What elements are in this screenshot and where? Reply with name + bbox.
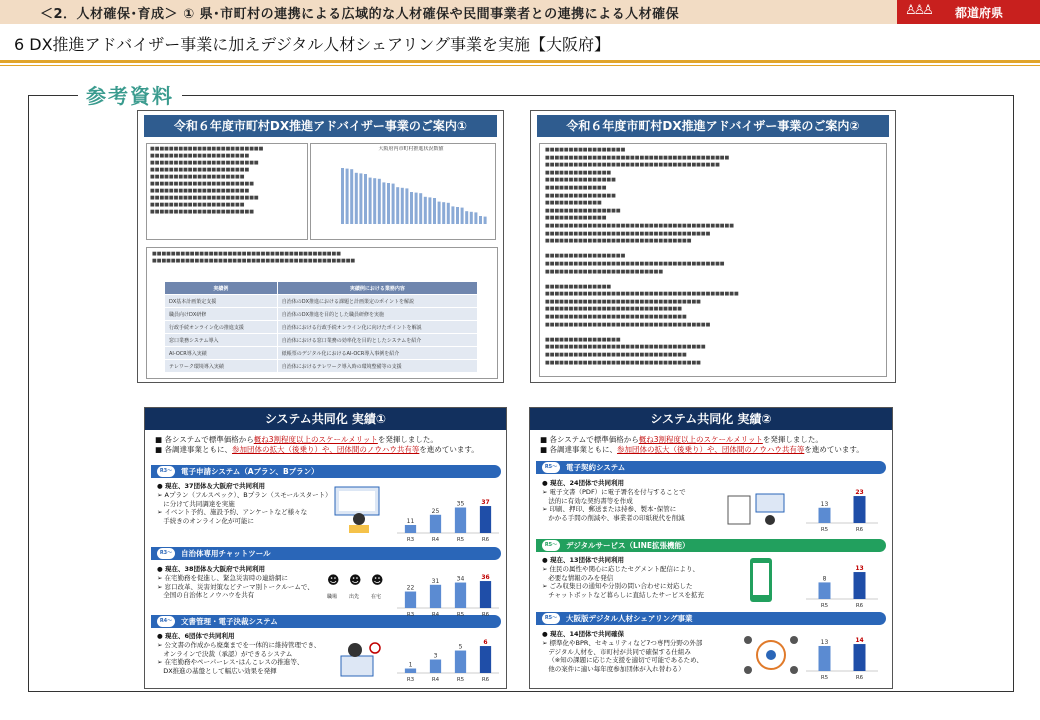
table-row: [165, 347, 478, 360]
bullet-text: オンラインで決裁（承認）ができるシステム: [163, 649, 293, 658]
intro-highlight: 参加団体の拡大（後乗り）や、団体間のノウハウ共有等: [231, 445, 420, 454]
intro-text-part: 各システムで標準価格から: [164, 435, 254, 444]
person-icon: ☻: [327, 573, 340, 587]
chart-bar: [819, 582, 831, 599]
category-tick-label: R6: [855, 675, 864, 681]
section-body: ● 現在、38団体＆大阪府で共同利用 ➢ 在宅勤務を促進し、緊急災害時の連絡網に ➢ 窓口改革、災害対策などテーマ別トークルームで、 全国の自治体とノウハウを共有: [157, 565, 314, 600]
section-title: 電子申請システム（Aプラン、Bプラン）: [181, 467, 319, 476]
system-sharing-panel-1: [144, 407, 507, 689]
intro-text-part: を発揮しました。: [377, 435, 438, 444]
section-bar: [536, 612, 886, 625]
table-cell: 自治体のDX推進における課題と計画策定のポイントを解説: [277, 295, 477, 308]
mini-chart-bar: [461, 208, 464, 224]
mini-chart-bar: [405, 188, 408, 224]
category-tick-label: R6: [481, 612, 490, 618]
page-subtitle: 6 DX推進アドバイザー事業に加えデジタル人材シェアリング事業を実施【大阪府】: [14, 35, 610, 54]
mini-chart-bar: [355, 173, 358, 224]
intro-text-part: 各調達事業ともに、: [164, 445, 232, 454]
table-cell: 窓口業務システム導入: [165, 334, 278, 347]
category-tick-label: R4: [431, 537, 440, 543]
chart-bar: [819, 646, 831, 671]
intro-text: ■ 各システムで標準価格から概ね3割程度以上のスケールメリットを発揮しました。 ■ 各調達事業ともに、参加団体の拡大（後乗り）や、団体間のノウハウ共有等を進めています。: [155, 435, 479, 454]
mini-chart-bar: [428, 197, 431, 224]
talent-sharing-diagram-icon: [740, 630, 802, 680]
section-title: 大阪版デジタル人材シェアリング事業: [566, 614, 693, 623]
mini-chart-bar: [382, 182, 385, 224]
mini-chart-bar: [419, 193, 422, 224]
mini-chart-bar: [346, 169, 349, 224]
year-tag: R3〜: [157, 466, 175, 477]
table-row: [165, 321, 478, 334]
contract-signing-icon: [726, 488, 786, 528]
person-icon: ☻: [371, 573, 384, 587]
bar-value-label: 31: [431, 577, 440, 585]
section-title: 自治体専用チャットツール: [181, 549, 271, 558]
chart-bar: [455, 508, 466, 533]
section-title: ＜2．人材確保･育成＞ ① 県･市町村の連携による広域的な人材確保や民間事業者との連携による人材確保: [40, 7, 680, 22]
category-tick-label: R5: [820, 603, 829, 609]
mini-chart-bar: [484, 217, 487, 224]
bullet-text: DX推進の基盤として幅広い効果を発揮: [163, 667, 277, 676]
intro-text-part: を進めています。: [804, 445, 864, 454]
mini-chart-bar: [364, 174, 367, 224]
mini-chart-bar: [396, 187, 399, 224]
table-cell: 自治体のDX推進を目的とした職員研修を実施: [277, 308, 477, 321]
bullet-text: 手続きのオンライン化が可能に: [163, 517, 255, 526]
bullet-text: 窓口改革、災害対策などテーマ別トークルームで、: [164, 582, 314, 591]
system-sharing-panel-2: [529, 407, 893, 689]
category-tick-label: R3: [406, 612, 415, 618]
status-text: 現在、14団体で共同確保: [549, 630, 624, 638]
mini-chart-bar: [424, 197, 427, 224]
bar-value-label: 13: [820, 500, 829, 508]
year-tag: R3〜: [157, 548, 175, 559]
bullet-text: 標準化やBPR、セキュリティなど7つ専門分野の外部: [549, 638, 703, 647]
mini-chart-bar: [410, 192, 413, 224]
divider: [0, 65, 1040, 66]
category-tick-label: R4: [431, 677, 440, 683]
bar-value-label: 8: [822, 575, 827, 583]
smartphone-icon: [748, 556, 774, 604]
bullet-text: ごみ収集日の通知や分別の問い合わせに対応した: [549, 582, 693, 591]
bullet-text: 他の案件に適い毎年度参加団体が入れ替わる）: [548, 665, 685, 674]
chart-bar: [455, 651, 466, 673]
section-title: 文書管理・電子決裁システム: [181, 617, 278, 626]
panel-title: システム共同化 実績②: [530, 408, 892, 430]
chart-bar: [405, 592, 416, 608]
person-icon: ☻: [349, 573, 362, 587]
participants-bar-chart: [802, 628, 882, 683]
year-tag: R5〜: [542, 613, 560, 624]
table-cell: DX基本計画策定支援: [165, 295, 278, 308]
bullet-text: 必要な情報のみを発信: [548, 573, 614, 582]
table-row: [165, 295, 478, 308]
year-tag: R5〜: [542, 462, 560, 473]
table-row: [165, 360, 478, 373]
section-bar: [536, 461, 886, 474]
chart-bar: [854, 572, 866, 599]
section-body: ● 現在、6団体で共同利用 ➢ 公文書の作成から廃棄までを一体的に維持管理でき、 オンラインで決裁（承認）ができるシステム ➢ 在宅勤務やペーパーレス･はんこレスの推進等、 DX推進の基盤として幅広い効果を発揮: [157, 632, 321, 676]
table-cell: 自治体における行政手続オンライン化に向けたポイントを解説: [277, 321, 477, 334]
body-text-placeholder: ■■■■■■■■■■■■■■■■■ ■■■■■■■■■■■■■■■■■■■■■■■■■■■■■■■■■■■■■■■ ■■■■■■■■■■■■■■■■■■■■■■■■■■■■■■■■■■■■■ ■■■■■■■■■■■■■■ ■■■■■■■■■■■■■■■ ■■■■■■■■■■■■■ ■■■■■■■■■■■■■■■ ■■■■■■■■■■■■ ■■■■■■■■■■■■■■■■ ■■■■■■■■■■■■■ ■■■■■■■■■■■■■■■■■■■■■■■■■■■■■■■■■■■■■■■■ ■■■■■■■■■■■■■■■■■■■■■■■■■■■■■■■■■■■ ■■■■■■■■■■■■■■■■■■■■■■■■■■■■■■■ ■■■■■■■■■■■■■■■■■ ■■■■■■■■■■■■■■■■■■■■■■■■■■■■■■■■■■■■■■ ■■■■■■■■■■■■■■■■■■■■■■■■■ ■■■■■■■■■■■■■■ ■■■■■■■■■■■■■■■■■■■■■■■■■■■■■■■■■■■■■■■■■ ■■■■■■■■■■■■■■■■■■■■■■■■■■■■■■■■■ ■■■■■■■■■■■■■■■■■■■■■■■■■■■■■ ■■■■■■■■■■■■■■■■■■■■■■■■■■■■■■ ■■■■■■■■■■■■■■■■■■■■■■■■■■■■■■■■■■■ ■■■■■■■■■■■■■■■■ ■■■■■■■■■■■■■■■■■■■■■■■■■■■■■■■■■■ ■■■■■■■■■■■■■■■■■■■■■■■■■■■■■■ ■■■■■■■■■■■■■■■■■■■■■■■■■■■■■■■■■: [545, 147, 739, 366]
bullet-text: 公文書の作成から廃棄までを一体的に維持管理でき、: [164, 640, 321, 649]
bullet-text: 全国の自治体とノウハウを共有: [163, 591, 255, 600]
bullet-text: イベント予約、施設予約、アンケートなど様々な: [164, 508, 308, 517]
section-body: ● 現在、37団体＆大阪府で共同利用 ➢ Aプラン（フルスペック）、Bプラン（スモールスタート） に分けて共同調達を実施 ➢ イベント予約、施設予約、アンケートなど様々な 手続きのオンライン化が可能に: [157, 482, 332, 526]
chart-bar: [854, 644, 866, 671]
year-tag: R4〜: [157, 616, 175, 627]
status-text: 現在、37団体＆大阪府で共同利用: [164, 482, 265, 490]
icon-label: 出先: [349, 594, 360, 600]
bullet-text: 在宅勤務やペーパーレス･はんこレスの推進等、: [164, 658, 304, 667]
bullet-text: デジタル人材を、市町村が共同で確保する仕組み: [548, 647, 691, 656]
category-tick-label: R5: [456, 677, 465, 683]
table-cell: テレワーク環境導入実績: [165, 360, 278, 373]
chart-bar: [430, 585, 441, 608]
bar-value-label: 35: [456, 500, 465, 508]
mini-chart-bar: [378, 179, 381, 224]
chart-bar: [430, 515, 441, 533]
bullet-text: 電子文書（PDF）に電子署名を付与することで: [549, 487, 686, 496]
mini-chart-bar: [474, 212, 477, 224]
table-cell: 行政手続オンライン化の推進支援: [165, 321, 278, 334]
section-body: ● 現在、14団体で共同確保 ➢ 標準化やBPR、セキュリティなど7つ専門分野の外部 デジタル人材を、市町村が共同で確保する仕組み （※知の課題に応じた支援を適切で可能であるため、 他の案件に適い毎年度参加団体が入れ替わる）: [542, 630, 703, 674]
category-tick-label: R5: [820, 675, 829, 681]
section-body: ● 現在、24団体で共同利用 ➢ 電子文書（PDF）に電子署名を付与することで 法的に有効な契約書等を作成 ➢ 印刷、押印、郵送または持参、製本･保管に かかる手間の削減や、事業者の印紙税代を削減: [542, 479, 686, 523]
table-cell: 自治体における窓口業務の効率化を目的としたシステムを紹介: [277, 334, 477, 347]
bullet-text: （※知の課題に応じた支援を適切で可能であるため、: [548, 656, 703, 665]
section-bar: [151, 547, 501, 560]
bar-value-label: 13: [855, 565, 864, 573]
bullet-text: Aプラン（フルスペック）、Bプラン（スモールスタート）: [164, 490, 332, 499]
bar-value-label: 23: [855, 489, 864, 497]
category-tick-label: R3: [406, 677, 415, 683]
intro-text: ■ 各システムで標準価格から概ね3割程度以上のスケールメリットを発揮しました。 ■ 各調達事業ともに、参加団体の拡大（後乗り）や、団体間のノウハウ共有等を進めています。: [540, 435, 864, 454]
status-text: 現在、24団体で共同利用: [549, 479, 624, 487]
bar-value-label: 25: [431, 507, 440, 515]
user-at-computer-icon: [333, 483, 385, 533]
table-cell: 自治体におけるテレワーク導入時の環境整備等の支援: [277, 360, 477, 373]
participants-bar-chart: [393, 490, 503, 545]
category-tick-label: R6: [481, 677, 490, 683]
table-header: 実績例における業務内容: [277, 282, 477, 295]
mini-chart-bar: [479, 216, 482, 224]
mini-chart-bar: [392, 184, 395, 224]
category-tick-label: R5: [456, 612, 465, 618]
category-tick-label: R3: [406, 537, 415, 543]
reference-label: 参考資料: [78, 80, 182, 109]
chart-bar: [455, 583, 466, 608]
bar-value-label: 36: [481, 574, 490, 582]
approval-icon: [337, 640, 383, 678]
bar-value-label: 22: [406, 584, 415, 592]
advisor-guide-panel-2: [530, 110, 896, 383]
mini-chart-bar: [456, 207, 459, 224]
intro-text-part: を進めています。: [419, 445, 479, 454]
table-cell: 職員向けDX研修: [165, 308, 278, 321]
mini-chart-bar: [401, 188, 404, 224]
intro-highlight: 概ね3割程度以上のスケールメリット: [638, 435, 763, 444]
intro-text-part: を発揮しました。: [762, 435, 823, 444]
bullet-text: 印刷、押印、郵送または持参、製本･保管に: [549, 505, 677, 514]
mini-chart-bar: [369, 178, 372, 224]
table-header-row: [165, 282, 478, 295]
mini-chart-bar: [433, 198, 436, 224]
participants-bar-chart: [802, 480, 882, 535]
status-text: 現在、38団体＆大阪府で共同利用: [164, 565, 265, 573]
section-bar: [536, 539, 886, 552]
participants-bar-chart: [393, 630, 503, 685]
bar-value-label: 1: [408, 661, 413, 669]
mini-chart-bar: [387, 183, 390, 224]
table-cell: AI-OCR導入実績: [165, 347, 278, 360]
category-tick-label: R5: [456, 537, 465, 543]
mini-chart-bar: [415, 193, 418, 224]
bullet-text: 法的に有効な契約書等を作成: [548, 496, 633, 505]
participants-bar-chart: [393, 565, 503, 620]
intro-text-part: 各システムで標準価格から: [549, 435, 639, 444]
section-header-bar: [0, 0, 1040, 24]
divider: [0, 60, 1040, 63]
mini-bar-chart: [311, 152, 495, 242]
mini-chart-bar: [438, 202, 441, 224]
table-row: [165, 308, 478, 321]
status-text: 現在、13団体で共同利用: [549, 556, 624, 564]
chart-bar: [480, 506, 491, 533]
chart-bar: [819, 508, 831, 523]
chart-bar: [854, 496, 866, 523]
section-body: ● 現在、13団体で共同利用 ➢ 住民の属性や関心に応じたセグメント配信により、 必要な情報のみを発信 ➢ ごみ収集日の通知や分別の問い合わせに対応した チャットボットなど暮らしに直結したサービスを拡充: [542, 556, 705, 600]
intro-highlight: 参加団体の拡大（後乗り）や、団体間のノウハウ共有等: [616, 445, 805, 454]
mini-chart-bar: [442, 202, 445, 224]
section-title: デジタルサービス（LINE拡張機能）: [566, 541, 690, 550]
table-row: [165, 334, 478, 347]
mini-chart-bar: [341, 168, 344, 224]
bullet-text: に分けて共同調達を実施: [163, 499, 235, 508]
mini-chart-bar: [447, 203, 450, 224]
chart-bar: [480, 646, 491, 673]
section-title: 電子契約システム: [566, 463, 626, 472]
chart-bar: [405, 525, 416, 533]
advisor-guide-panel-1: [137, 110, 504, 383]
bullet-text: チャットボットなど暮らしに直結したサービスを拡充: [548, 591, 705, 600]
status-text: 現在、6団体で共同利用: [164, 632, 235, 640]
chart-bar: [480, 581, 491, 608]
intro-highlight: 概ね3割程度以上のスケールメリット: [253, 435, 378, 444]
bar-value-label: 3: [433, 652, 438, 660]
bar-value-label: 5: [458, 643, 463, 651]
category-tick-label: R6: [481, 537, 490, 543]
bar-value-label: 11: [406, 517, 415, 525]
bar-value-label: 6: [483, 639, 488, 647]
table-cell: 紙帳票のデジタル化におけるAI-OCR導入事例を紹介: [277, 347, 477, 360]
chart-bar: [405, 669, 416, 673]
participants-bar-chart: [802, 556, 882, 611]
category-tick-label: R4: [431, 612, 440, 618]
mini-chart-bar: [465, 211, 468, 224]
mini-chart-bar: [470, 212, 473, 224]
panel-title: 令和６年度市町村DX推進アドバイザー事業のご案内②: [537, 115, 889, 137]
body-text-placeholder: ■■■■■■■■■■■■■■■■■■■■■■■■ ■■■■■■■■■■■■■■■■■■■■■ ■■■■■■■■■■■■■■■■■■■■■■■ ■■■■■■■■■■■■■■■■■■■■■ ■■■■■■■■■■■■■■■■■■■■ ■■■■■■■■■■■■■■■■■■■■■■ ■■■■■■■■■■■■■■■■■■■■■ ■■■■■■■■■■■■■■■■■■■■■■■ ■■■■■■■■■■■■■■■■■■■■ ■■■■■■■■■■■■■■■■■■■■■■: [150, 146, 264, 215]
panel-title: システム共同化 実績①: [145, 408, 506, 430]
mini-chart-title: 大阪府内市町村推進状況数値: [378, 146, 444, 152]
chart-bar: [430, 660, 441, 673]
bar-value-label: 37: [481, 499, 490, 507]
mini-chart-bar: [350, 169, 353, 224]
mini-chart-bar: [451, 206, 454, 224]
year-tag: R5〜: [542, 540, 560, 551]
category-tick-label: R6: [855, 527, 864, 533]
badge-label: 都道府県: [955, 6, 1004, 20]
category-tick-label: R5: [820, 527, 829, 533]
icon-label: 在宅: [371, 594, 382, 600]
table-intro-placeholder: ■■■■■■■■■■■■■■■■■■■■■■■■■■■■■■■■■■■■■■■■ ■■■■■■■■■■■■■■■■■■■■■■■■■■■■■■■■■■■■■■■■■■■: [152, 251, 356, 264]
bullet-text: かかる手間の削減や、事業者の印紙税代を削減: [548, 514, 685, 523]
panel-title: 令和６年度市町村DX推進アドバイザー事業のご案内①: [144, 115, 497, 137]
people-icon: ♙♙♙: [905, 3, 931, 18]
section-bar: [151, 465, 501, 478]
prefecture-badge: [897, 0, 1040, 24]
bar-value-label: 34: [456, 575, 465, 583]
bar-value-label: 14: [855, 637, 864, 645]
mini-chart-bar: [359, 173, 362, 224]
table-header: 実績例: [165, 282, 278, 295]
intro-text-part: 各調達事業ともに、: [549, 445, 617, 454]
bar-value-label: 13: [820, 638, 829, 646]
mini-chart-box: [310, 143, 496, 240]
icon-label: 職場: [327, 594, 338, 600]
bullet-text: 在宅勤務を促進し、緊急災害時の連絡網に: [164, 573, 289, 582]
category-tick-label: R6: [855, 603, 864, 609]
mini-chart-bar: [373, 178, 376, 224]
workplace-icons: [325, 573, 395, 607]
case-table: [164, 281, 478, 373]
bullet-text: 住民の属性や関心に応じたセグメント配信により、: [549, 564, 699, 573]
